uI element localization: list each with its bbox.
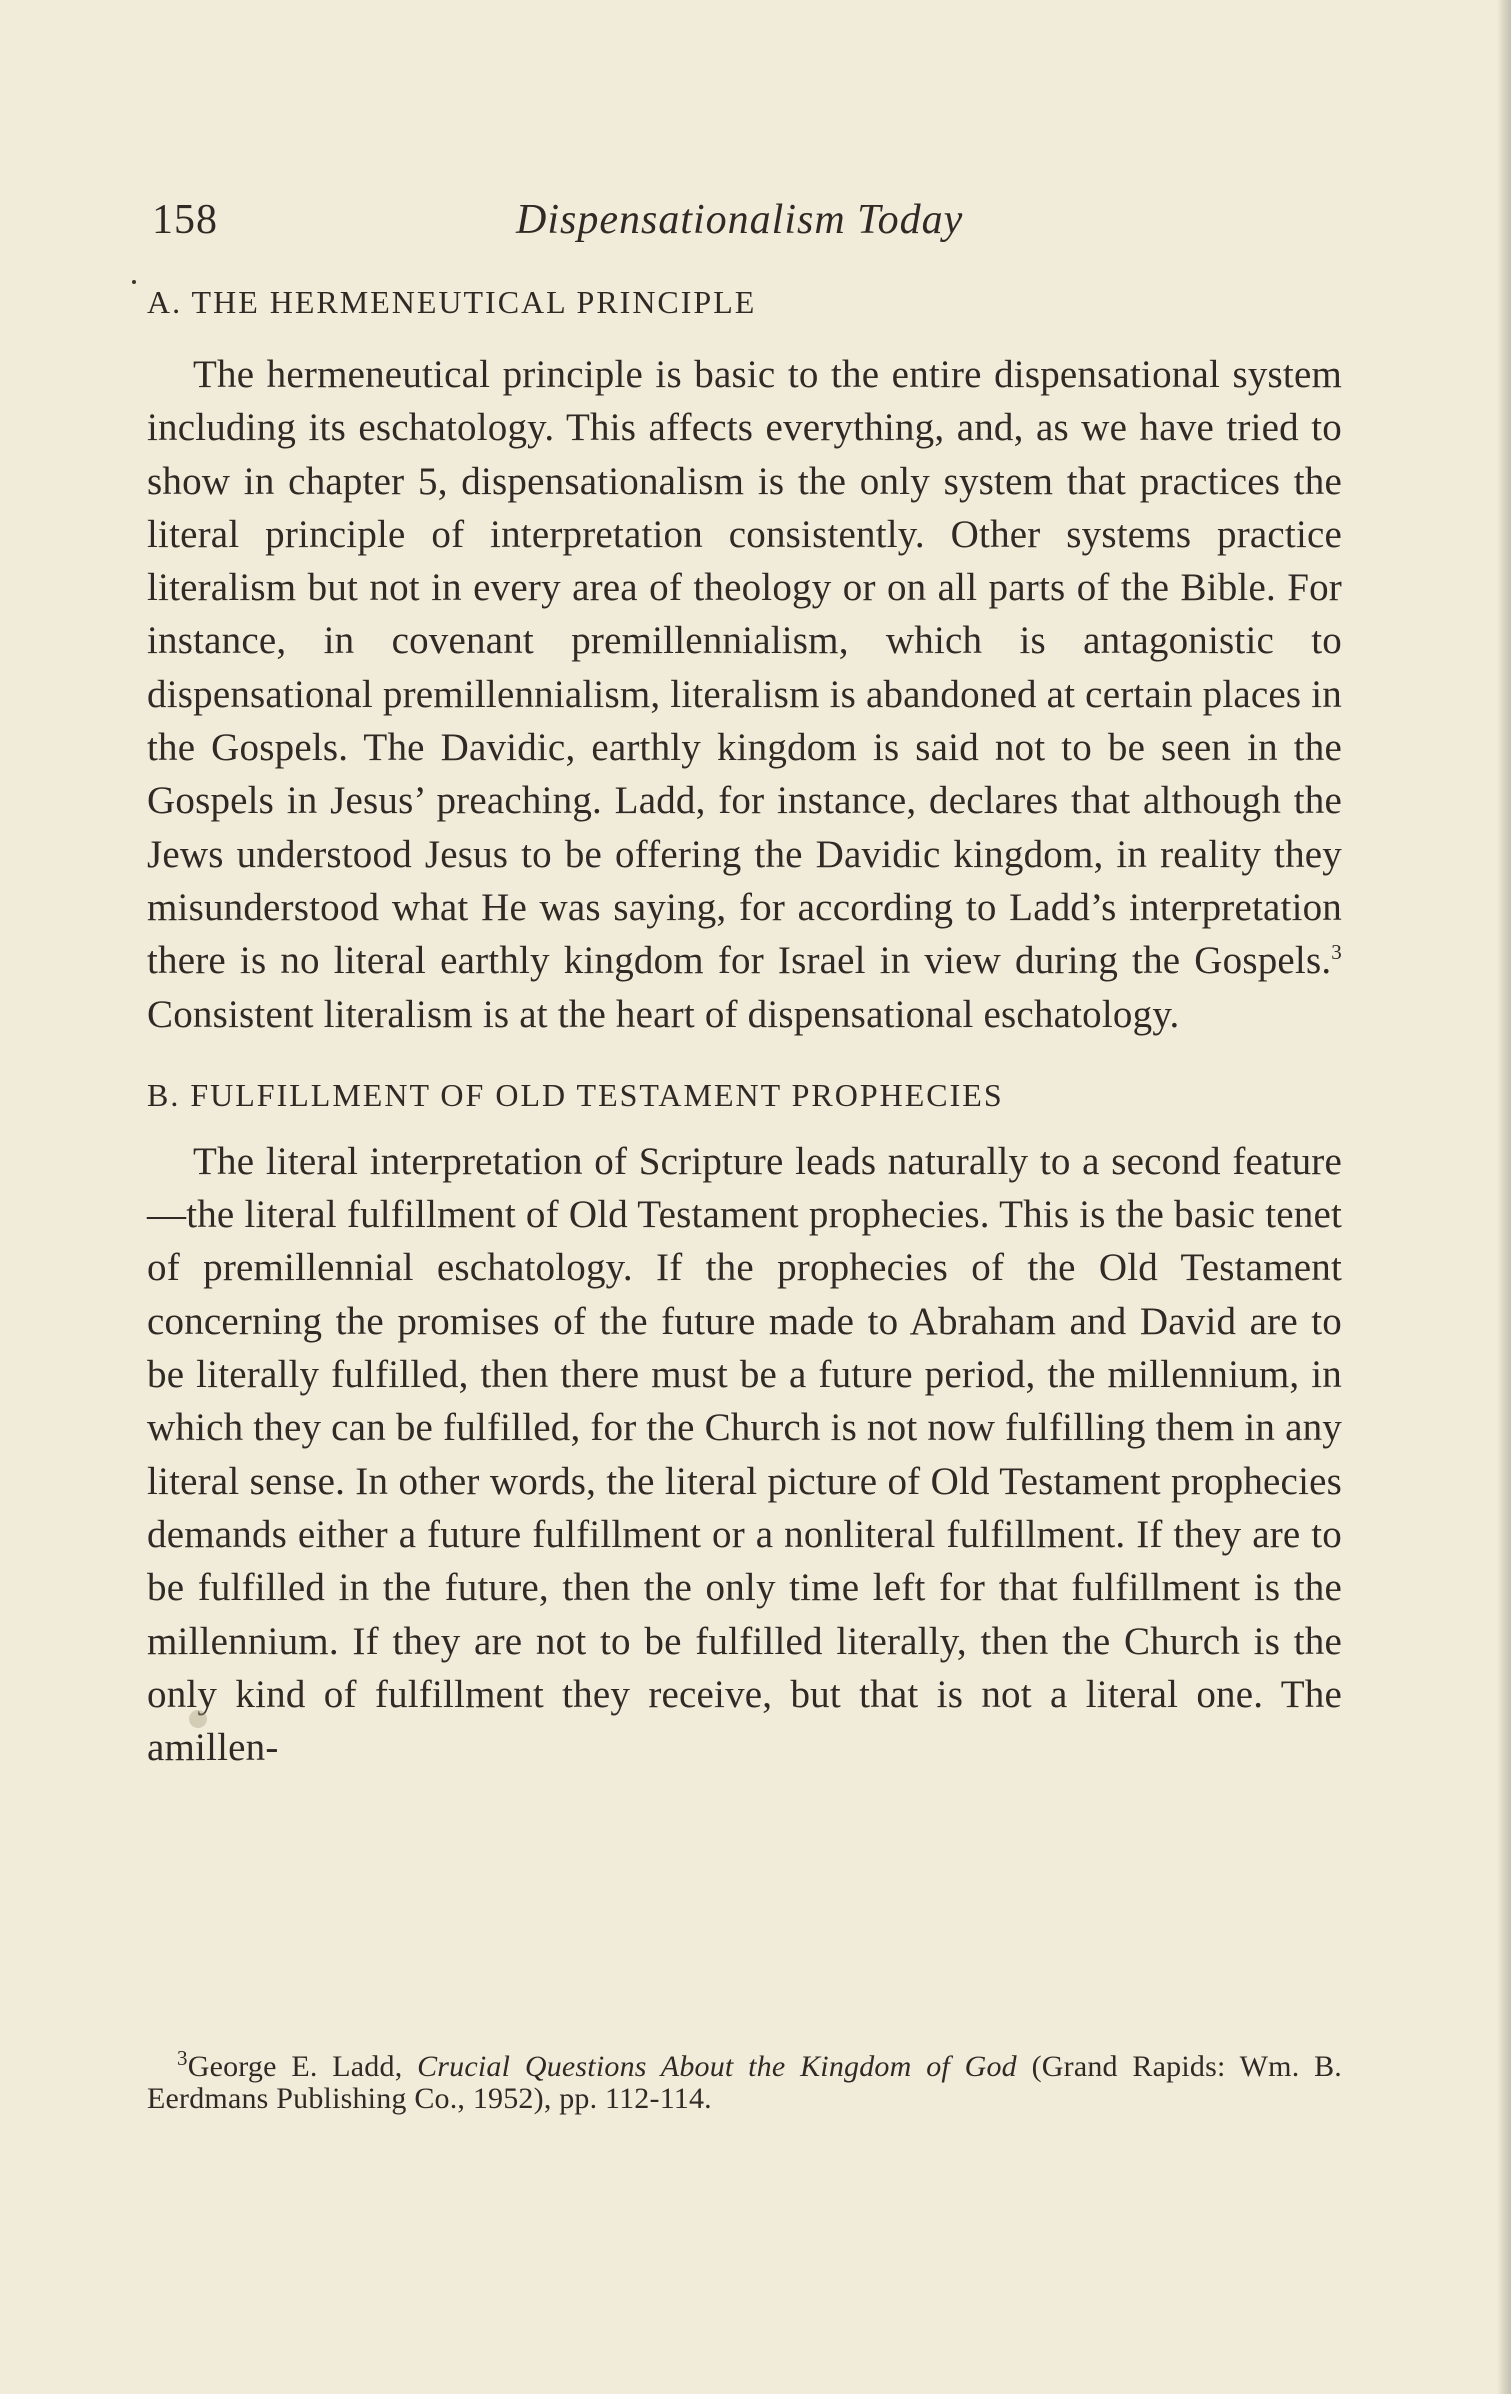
- footnote-reference: 3: [1331, 940, 1342, 965]
- running-title: Dispensationalism Today: [516, 197, 964, 243]
- main-text-block: [147, 274, 1342, 1774]
- page-header: [152, 196, 1352, 256]
- footnote-publication: (Grand Rapids: Wm. B. Eerdmans Publishing Co., 1952), pp. 112-114.: [147, 2050, 1342, 2115]
- margin-mark: [132, 280, 136, 284]
- section-paragraph-a-text: The hermeneutical principle is basic to the entire dispensational system including its eschatology. This affects everything, and, as we have tried to show in chapter 5, dispensationalism is the only system that practices the literal principle of interpretation consistently. Other systems practice literalism but not in every area of theology or on all parts of the Bible. For instance, in covenant premillennialism, which is antagonistic to dispensational premillennialism, literalism is abandoned at certain places in the Gospels. The Davidic, earthly kingdom is said not to be seen in the Gospels in Jesus’ preaching. Ladd, for instance, declares that although the Jews understood Jesus to be offering the Davidic kingdom, in reality they misunderstood what He was saying, for according to Ladd’s interpretation there is no literal earthly kingdom for Israel in view during the Gospels.: [147, 353, 1342, 983]
- footnote: [147, 2046, 1342, 2115]
- page-number: 158: [152, 197, 218, 243]
- section-paragraph-b: [147, 1135, 1342, 1775]
- footnote-author: George E. Ladd,: [187, 2050, 418, 2083]
- section-heading-a: A. THE HERMENEUTICAL PRINCIPLE: [147, 284, 757, 320]
- page-edge-shadow: [1497, 0, 1511, 2394]
- ink-stain: [189, 1710, 207, 1728]
- section-paragraph-a-tail: Consistent literalism is at the heart of dispensational eschatology.: [147, 992, 1180, 1036]
- footnote-book-title: Crucial Questions About the Kingdom of God: [417, 2050, 1017, 2083]
- section-paragraph-b-text: The literal interpretation of Scripture leads naturally to a second feature—the literal fulfillment of Old Testament prophecies. This is the basic tenet of premillennial eschatology. If the prophecies of the Old Testament concerning the promises of the future made to Abraham and David are to be literally fulfilled, then there must be a future period, the millennium, in which they can be fulfilled, for the Church is not now fulfilling them in any literal sense. In other words, the literal picture of Old Testament prophecies demands either a future fulfillment or a nonliteral fulfillment. If they are to be fulfilled in the future, then the only time left for that fulfillment is the millennium. If they are not to be fulfilled literally, then the Church is the only kind of fulfillment they receive, but that is not a literal one. The amillen-: [147, 1139, 1342, 1770]
- footnote-marker: 3: [177, 2046, 188, 2070]
- section-heading-b: B. FULFILLMENT OF OLD TESTAMENT PROPHECIES: [147, 1076, 1004, 1113]
- section-paragraph-a: [147, 348, 1342, 1041]
